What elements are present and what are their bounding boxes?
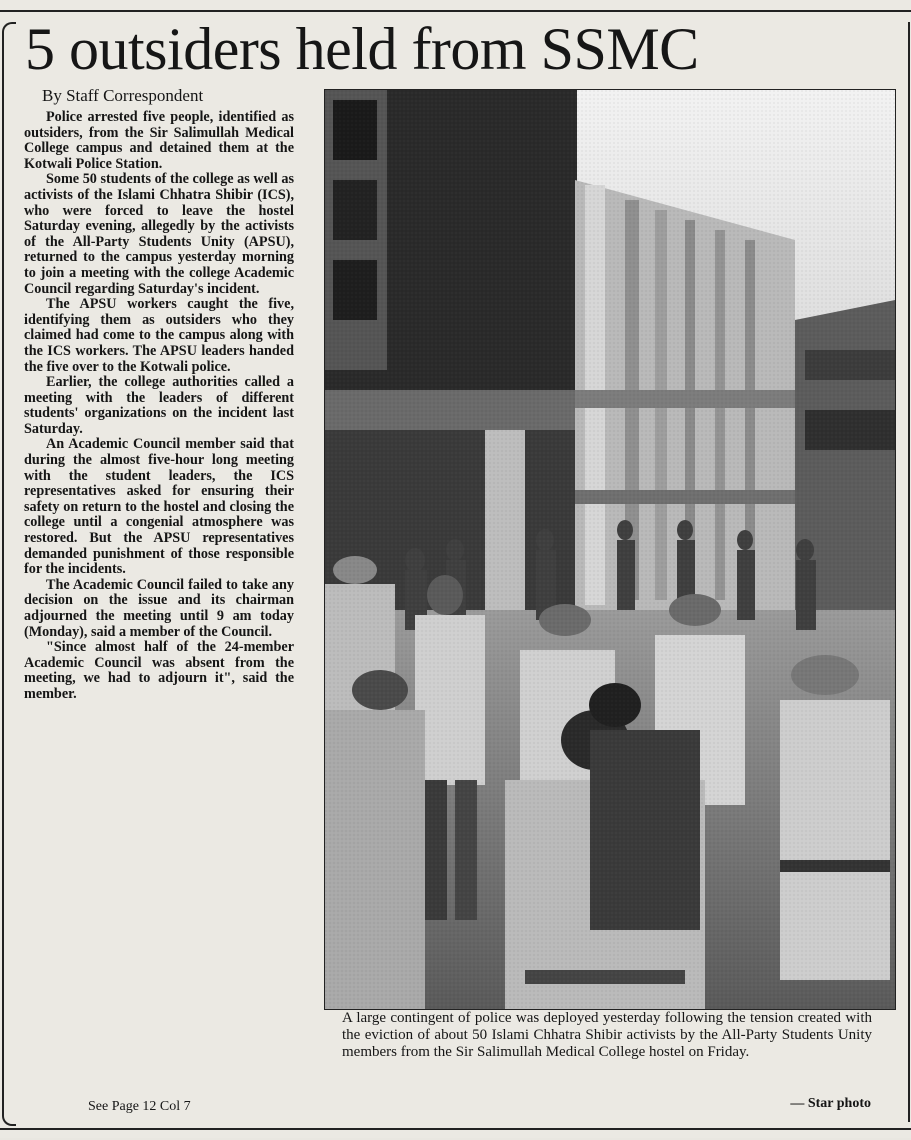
article-paragraph: Earlier, the college authorities called a meeting with the leaders of different students' organizations on the incident last Saturday.: [24, 374, 294, 437]
article-paragraph: Police arrested five people, identified as outsiders, from the Sir Salimullah Medical College campus and detained them at the Kotwali Police Station.: [24, 109, 294, 172]
continuation-note: See Page 12 Col 7: [88, 1099, 191, 1114]
photo-caption: A large contingent of police was deployed yesterday following the tension created with the eviction of about 50 Islami Chhatra Shibir activists by the All-Party Students Unity members from the Sir Salimullah Medical College hostel on Friday.: [342, 1010, 872, 1060]
article-body: [24, 110, 294, 703]
article-paragraph: Some 50 students of the college as well as activists of the Islami Chhatra Shibir (ICS), who were forced to leave the hostel Saturday evening, allegedly by the activists of the All-Party Students Unity (APSU), returned to the campus yesterday morning to join a meeting with the college Academic Council regarding Saturday's incident.: [24, 171, 294, 297]
right-border-rule: [902, 22, 910, 1122]
article-paragraph: The APSU workers caught the five, identifying them as outsiders who they claimed had come to the campus along with the ICS workers. The APSU leaders handed the five over to the Kotwali police.: [24, 296, 294, 375]
top-rule: [0, 0, 911, 12]
photo-credit: — Star photo: [790, 1096, 871, 1111]
byline: By Staff Correspondent: [42, 86, 204, 105]
article-paragraph: An Academic Council member said that during the almost five-hour long meeting with the student leaders, the ICS representatives asked for ensuring their safety on return to the hostel and closing the college until a congenial atmosphere was restored. But the APSU representatives demanded punishment of those responsible for the incidents.: [24, 436, 294, 578]
news-photo: [324, 89, 896, 1010]
headline: 5 outsiders held from SSMC: [25, 16, 699, 82]
police-street-photo-image: [325, 90, 895, 1009]
left-border-bracket: [2, 22, 16, 1126]
bottom-rule: [0, 1128, 911, 1140]
article-paragraph: "Since almost half of the 24-member Academic Council was absent from the meeting, we had to adjourn it", said the member.: [24, 639, 294, 702]
article-paragraph: The Academic Council failed to take any decision on the issue and its chairman adjourned the meeting until 9 am today (Monday), said a member of the Council.: [24, 576, 294, 640]
